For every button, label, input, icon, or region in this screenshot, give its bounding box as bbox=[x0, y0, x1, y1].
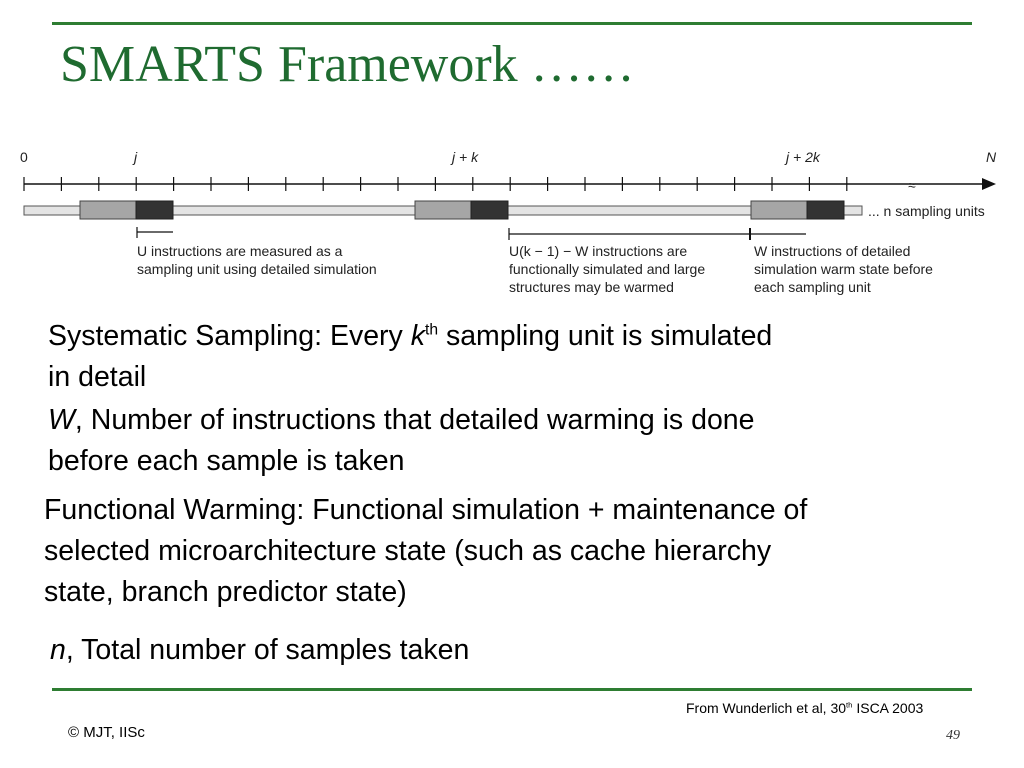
bullet-functional-warming bbox=[44, 490, 807, 613]
footer-copyright: © MJT, IISc bbox=[68, 724, 145, 741]
annotation-u-line1: U instructions are measured as a bbox=[137, 243, 343, 259]
bullet-w: W bbox=[48, 404, 75, 436]
bullet-k-superscript: th bbox=[424, 321, 439, 339]
bottom-rule bbox=[52, 688, 972, 691]
annotation-w-line2: simulation warm state before bbox=[754, 261, 933, 277]
sampling-unit-block bbox=[415, 201, 508, 219]
sampling-unit-block bbox=[80, 201, 173, 219]
bullet-text: Functional Warming: Functional simulation + maintenance of bbox=[44, 494, 808, 526]
page-number: 49 bbox=[946, 728, 960, 743]
annotation-u-line2: sampling unit using detailed simulation bbox=[137, 261, 377, 277]
sampling-diagram bbox=[0, 140, 1024, 310]
source-text: From Wunderlich et al, 30 bbox=[686, 700, 847, 716]
bullet-text: Systematic Sampling: Every bbox=[48, 320, 411, 352]
bullet-text: in detail bbox=[48, 361, 147, 393]
top-rule bbox=[52, 22, 972, 25]
measured-segment bbox=[807, 201, 844, 219]
slide-title: SMARTS Framework …… bbox=[60, 36, 635, 93]
annotation-w-line1: W instructions of detailed bbox=[754, 243, 911, 259]
annotation-w-line3: each sampling unit bbox=[754, 279, 871, 295]
bullet-warming-w bbox=[48, 400, 755, 482]
warming-segment bbox=[80, 201, 136, 219]
source-text: ISCA 2003 bbox=[852, 700, 924, 716]
measured-segment bbox=[136, 201, 173, 219]
bullet-text: selected microarchitecture state (such as cache hierarchy bbox=[44, 535, 772, 567]
bullet-k: k bbox=[410, 320, 425, 352]
axis-label-n: N bbox=[986, 149, 997, 165]
annotation-functional-line1: U(k − 1) − W instructions are bbox=[509, 243, 688, 259]
warming-segment bbox=[415, 201, 471, 219]
sampling-units-label: ... n sampling units bbox=[868, 203, 985, 219]
bullet-text: sampling unit is simulated bbox=[438, 320, 773, 352]
axis-label-zero: 0 bbox=[20, 149, 28, 165]
bullet-text: , Number of instructions that detailed warming is done bbox=[74, 404, 755, 436]
source-superscript: th bbox=[846, 700, 853, 710]
sampling-unit-block bbox=[751, 201, 844, 219]
bullet-systematic-sampling bbox=[48, 316, 772, 398]
timeline-arrowhead bbox=[982, 178, 996, 190]
annotation-functional-line2: functionally simulated and large bbox=[509, 261, 706, 277]
source-citation bbox=[686, 700, 923, 716]
axis-label-j: j bbox=[134, 149, 138, 165]
bullet-text: state, branch predictor state) bbox=[44, 576, 407, 608]
axis-label-j-plus-k: j + k bbox=[452, 149, 479, 165]
axis-break-mark: ≈ bbox=[908, 177, 916, 193]
warming-segment bbox=[751, 201, 807, 219]
measured-segment bbox=[471, 201, 508, 219]
bullet-text: before each sample is taken bbox=[48, 445, 405, 477]
bullet-total-samples bbox=[50, 630, 469, 671]
axis-label-j-plus-2k: j + 2k bbox=[786, 149, 820, 165]
bullet-text: , Total number of samples taken bbox=[65, 634, 470, 666]
annotation-functional-line3: structures may be warmed bbox=[509, 279, 674, 295]
bullet-n: n bbox=[50, 634, 66, 666]
